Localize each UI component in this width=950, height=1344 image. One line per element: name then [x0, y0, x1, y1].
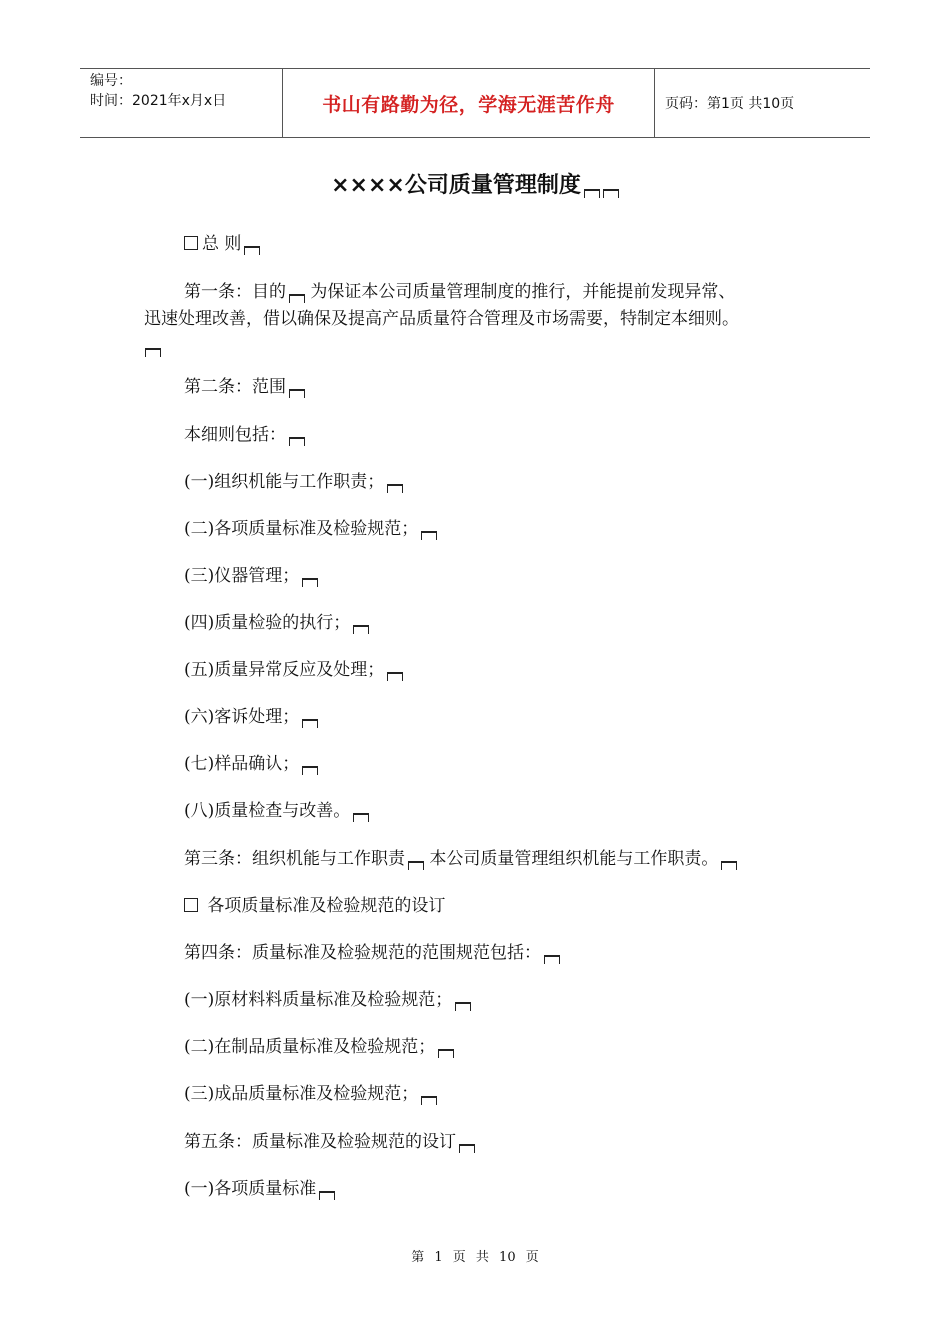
- article-4-text: 第四条：质量标准及检验规范的范围规范包括：: [184, 943, 541, 963]
- list-item: [184, 797, 369, 826]
- paragraph-mark-icon: [289, 437, 305, 446]
- list-item-text: (五)质量异常反应及处理；: [184, 660, 385, 680]
- doc-title: [0, 168, 950, 199]
- scope-intro-text: 本细则包括：: [184, 425, 286, 445]
- paragraph-mark-icon: [421, 1096, 437, 1105]
- list-item-text: (八)质量检查与改善。: [184, 801, 351, 821]
- list-item: [184, 609, 369, 638]
- list-item-text: (六)客诉处理；: [184, 707, 300, 727]
- list-item: [184, 1033, 454, 1062]
- list-item: [184, 468, 403, 497]
- page-info: 页码：第1页 共10页: [665, 96, 795, 112]
- section-2-heading: [184, 892, 445, 921]
- list-item-text: (一)原材料料质量标准及检验规范；: [184, 990, 453, 1010]
- paragraph-mark-icon: [421, 531, 437, 540]
- list-item-text: (一)各项质量标准: [184, 1179, 317, 1199]
- list-item: [184, 750, 318, 779]
- article-3: [184, 845, 737, 874]
- paragraph-mark-icon: [544, 955, 560, 964]
- article-1-label: 第一条：目的: [184, 282, 286, 302]
- list-item: [184, 562, 318, 591]
- article-1-line-2: [144, 305, 739, 334]
- paragraph-mark-icon: [244, 246, 260, 255]
- header-motto-cell: [282, 69, 655, 137]
- list-item: [184, 1175, 335, 1204]
- footer-page-number: 第 1 页 共 10 页: [411, 1250, 539, 1265]
- checkbox-square-icon: [184, 236, 198, 250]
- paragraph-mark-icon: [387, 672, 403, 681]
- article-4: [184, 939, 560, 968]
- article-2-text: 第二条：范围: [184, 377, 286, 397]
- paragraph-mark-icon: [319, 1191, 335, 1200]
- article-1-line-1: [184, 278, 735, 307]
- paragraph-mark-icon: [353, 813, 369, 822]
- paragraph-mark-icon: [603, 189, 619, 198]
- article-1-text-cont: 迅速处理改善，借以确保及提高产品质量符合管理及市场需要，特制定本细则。: [144, 309, 739, 329]
- list-item-text: (一)组织机能与工作职责；: [184, 472, 385, 492]
- header-page-cell: [655, 69, 870, 137]
- article-1-end-mark: [142, 332, 161, 361]
- paragraph-mark-icon: [353, 625, 369, 634]
- list-item: [184, 986, 471, 1015]
- paragraph-mark-icon: [455, 1002, 471, 1011]
- paragraph-mark-icon: [584, 189, 600, 198]
- scope-intro: [184, 421, 305, 450]
- list-item-text: (二)各项质量标准及检验规范；: [184, 519, 419, 539]
- general-heading: [184, 230, 260, 259]
- article-3-label: 第三条：组织机能与工作职责: [184, 849, 405, 869]
- list-item-text: (二)在制品质量标准及检验规范；: [184, 1037, 436, 1057]
- article-3-text: 本公司质量管理组织机能与工作职责。: [429, 849, 719, 869]
- list-item-text: (三)仪器管理；: [184, 566, 300, 586]
- article-1-text: 为保证本公司质量管理制度的推行，并能提前发现异常、: [310, 282, 736, 302]
- article-5: [184, 1128, 475, 1157]
- article-5-text: 第五条：质量标准及检验规范的设订: [184, 1132, 456, 1152]
- general-heading-text: 总 则: [202, 234, 242, 254]
- page-footer: [0, 1246, 950, 1265]
- list-item: [184, 656, 403, 685]
- paragraph-mark-icon: [302, 578, 318, 587]
- list-item-text: (三)成品质量标准及检验规范；: [184, 1084, 419, 1104]
- checkbox-square-icon: [184, 898, 198, 912]
- list-item: [184, 1080, 437, 1109]
- paragraph-mark-icon: [387, 484, 403, 493]
- paragraph-mark-icon: [302, 719, 318, 728]
- paragraph-mark-icon: [289, 389, 305, 398]
- doc-title-text: ××××公司质量管理制度: [331, 173, 581, 198]
- list-item-text: (七)样品确认；: [184, 754, 300, 774]
- number-label: 编号：: [90, 73, 132, 89]
- list-item: [184, 703, 318, 732]
- paragraph-mark-icon: [459, 1144, 475, 1153]
- list-item-text: (四)质量检验的执行；: [184, 613, 351, 633]
- paragraph-mark-icon: [721, 861, 737, 870]
- list-item: [184, 515, 437, 544]
- header-meta: [80, 69, 282, 137]
- section-2-heading-text: 各项质量标准及检验规范的设订: [207, 896, 446, 916]
- time-label: 时间：2021年x月x日: [90, 93, 227, 109]
- article-2: [184, 373, 305, 402]
- header-table: [80, 68, 870, 138]
- paragraph-mark-icon: [289, 294, 305, 303]
- paragraph-mark-icon: [145, 348, 161, 357]
- paragraph-mark-icon: [408, 861, 424, 870]
- motto: 书山有路勤为径，学海无涯苦作舟: [322, 93, 615, 116]
- paragraph-mark-icon: [438, 1049, 454, 1058]
- paragraph-mark-icon: [302, 766, 318, 775]
